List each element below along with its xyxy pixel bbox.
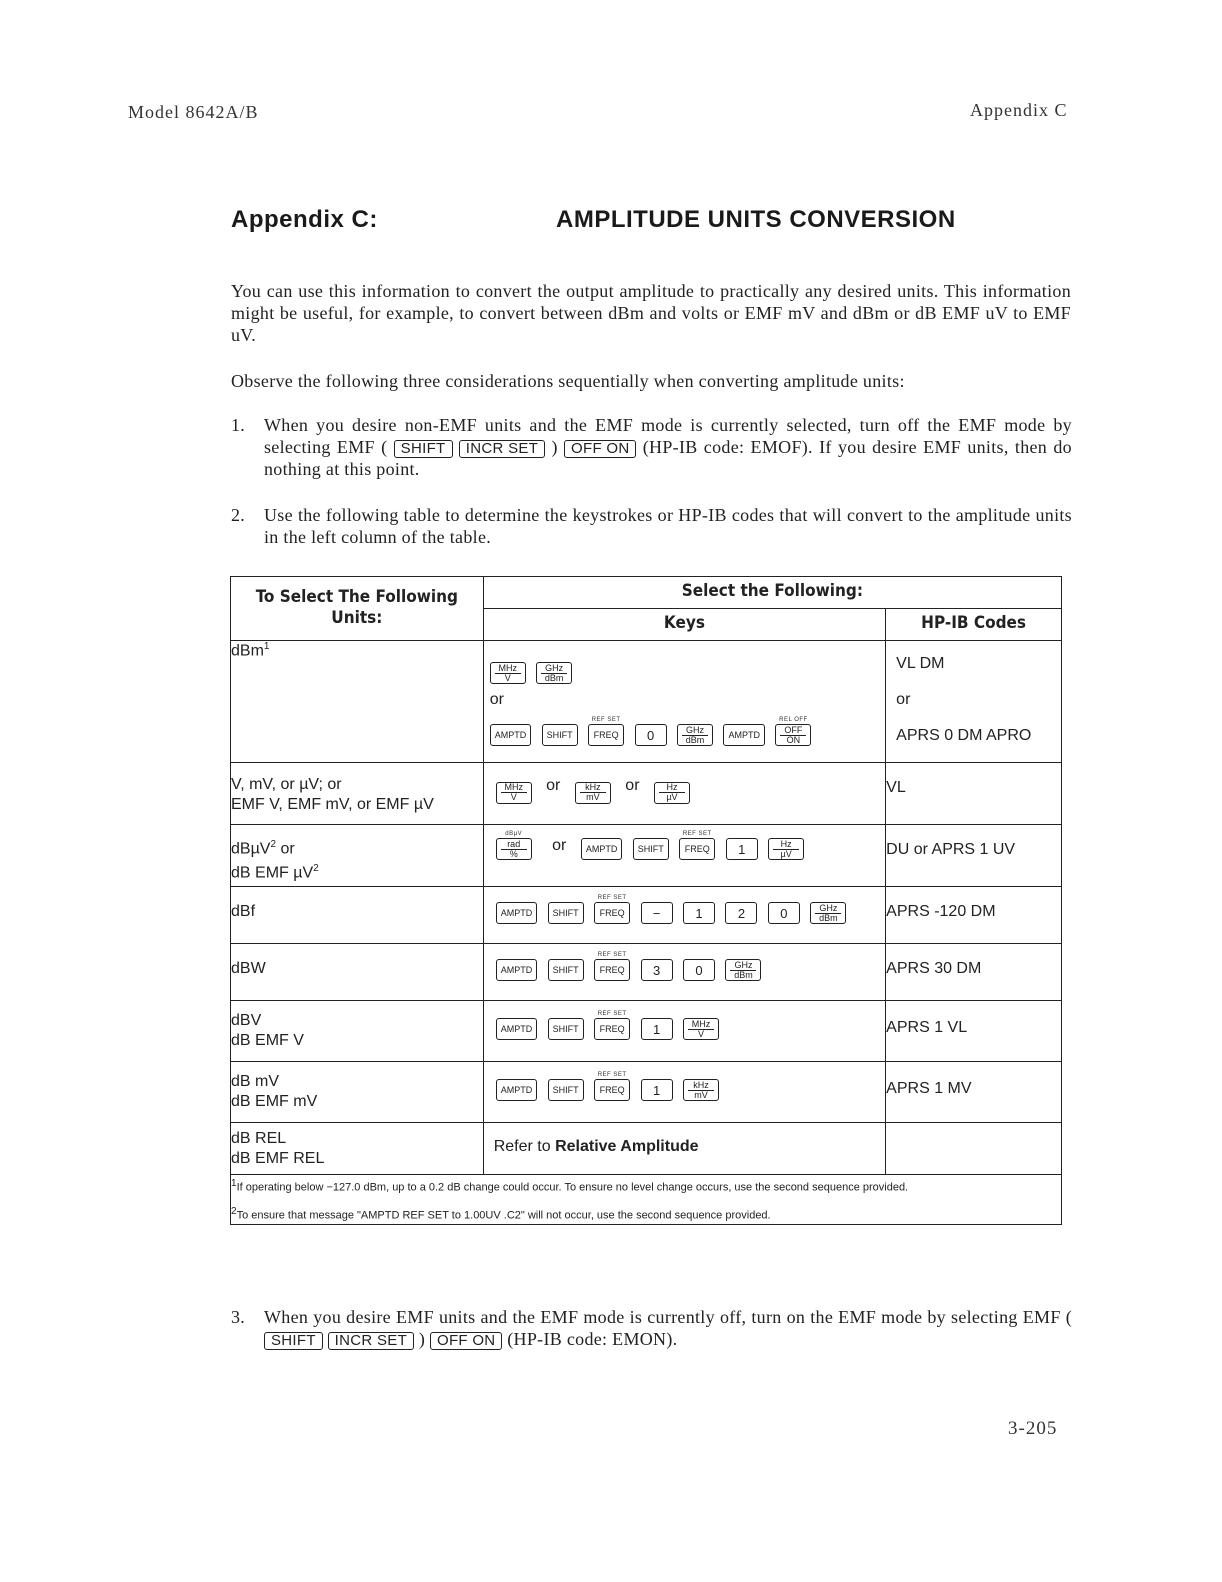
units-label: dB EMF REL — [231, 1150, 325, 1167]
table-row: dB mV dB EMF mV AMPTD SHIFT REF SET FREQ 1 kHz mV APRS 1 MV — [231, 1062, 1062, 1123]
khz-mv-key: kHz mV — [683, 1079, 719, 1101]
step1-text — [264, 414, 1072, 480]
header-select: Select the Following: — [483, 577, 1061, 609]
table-row: dBW AMPTD SHIFT REF SET FREQ 3 0 GHz dBm APRS 30 DM — [231, 944, 1062, 1001]
amptd-key: AMPTD — [581, 838, 623, 860]
page-title: AMPLITUDE UNITS CONVERSION — [556, 206, 956, 233]
units-label: dB EMF V — [231, 1032, 304, 1049]
step3-text-b: ) — [418, 1329, 426, 1349]
digit-1-key: 1 — [726, 838, 758, 860]
digit-2-key: 2 — [725, 902, 757, 924]
step3-text-c: (HP-IB code: EMON). — [507, 1329, 678, 1349]
units-label: dBV — [231, 1012, 262, 1029]
shift-key: SHIFT — [548, 959, 584, 981]
observe-paragraph: Observe the following three considerations sequentially when converting amplitude units: — [231, 371, 905, 391]
freq-key: FREQ — [594, 902, 630, 924]
step2-text: Use the following table to determine the keystrokes or HP-IB codes that will convert to the amplitude units in the left column of the table. — [264, 505, 1072, 547]
incr-set-key: INCR SET — [459, 440, 545, 458]
step1-text-c: (HP-IB code: EMOF). If you desire EMF units, then do nothing at this point. — [264, 437, 1072, 479]
ghz-dbm-key: GHz dBm — [677, 724, 713, 746]
hpib-code: APRS 1 VL — [886, 1001, 1062, 1062]
step3-number: 3. — [231, 1307, 246, 1327]
hpib-code: APRS 1 MV — [886, 1062, 1062, 1123]
ghz-dbm-key: GHz dBm — [725, 959, 761, 981]
units-or: or — [276, 840, 295, 858]
digit-0-key: 0 — [635, 724, 667, 746]
units-label: dB REL — [231, 1130, 287, 1147]
hz-uv-key: Hz µV — [768, 838, 804, 860]
table-footnotes — [231, 1175, 1062, 1225]
relative-amplitude-ref: Relative Amplitude — [555, 1138, 699, 1155]
freq-key: FREQ — [594, 1079, 630, 1101]
freq-key: FREQ — [594, 959, 630, 981]
hpib-code: APRS 0 DM APRO — [896, 727, 1032, 744]
digit-1-key: 1 — [683, 902, 715, 924]
header-model: Model 8642A/B — [128, 102, 259, 122]
step3-text-a: When you desire EMF units and the EMF mode is currently off, turn on the EMF mode by selecting EMF ( — [264, 1307, 1072, 1327]
units-label: dBW — [231, 944, 484, 1001]
amptd-key: AMPTD — [496, 959, 538, 981]
mhz-v-key: MHz V — [496, 782, 532, 804]
footnote-2: To ensure that message "AMPTD REF SET to 1.00UV .C2" will not occur, use the second sequence provided. — [236, 1209, 771, 1222]
table-row: dBf AMPTD SHIFT REF SET FREQ − 1 2 0 GHz dBm APRS -120 DM — [231, 887, 1062, 944]
table-row: dBµV$^2$ or dB EMF µV$^2$ dBµV rad % or AMPTD SHIFT REF SET FREQ 1 Hz µV DU or APRS 1 UV — [231, 825, 1062, 887]
shift-key: SHIFT — [542, 724, 578, 746]
hpib-code: VL — [886, 763, 1062, 825]
digit-3-key: 3 — [641, 959, 673, 981]
conversion-table — [230, 576, 1062, 1225]
ghz-dbm-key: GHz dBm — [536, 662, 572, 684]
footnote-ref: 2 — [270, 839, 277, 850]
incr-set-key: INCR SET — [328, 1332, 414, 1350]
hpib-code: DU or APRS 1 UV — [886, 825, 1062, 887]
units-label: dBf — [231, 887, 484, 944]
step3-text — [264, 1306, 1072, 1350]
header-units: To Select The Following Units: — [231, 577, 484, 641]
minus-key: − — [641, 902, 673, 924]
intro-paragraph: You can use this information to convert the output amplitude to practically any desired units. This information might be useful, for example, to convert between dBm and volts or EMF mV and dBm or dB EMF uV to EMF uV. — [231, 281, 1071, 345]
mhz-v-key: MHz V — [683, 1018, 719, 1040]
freq-key: FREQ — [588, 724, 624, 746]
amptd-key: AMPTD — [723, 724, 765, 746]
appendix-label: Appendix C: — [231, 206, 378, 233]
mhz-v-key: MHz V — [490, 662, 526, 684]
step1-number: 1. — [231, 415, 246, 435]
digit-0-key: 0 — [768, 902, 800, 924]
header-appendix: Appendix C — [970, 100, 1068, 120]
ghz-dbm-key: GHz dBm — [810, 902, 846, 924]
hz-uv-key: Hz µV — [654, 782, 690, 804]
step1-text-b: ) — [551, 437, 558, 457]
table-row — [231, 763, 1062, 825]
hpib-code: APRS 30 DM — [886, 944, 1062, 1001]
amptd-key: AMPTD — [490, 724, 532, 746]
units-label: dBµV — [231, 840, 271, 858]
refer-text: Refer to — [493, 1138, 551, 1155]
digit-0-key: 0 — [683, 959, 715, 981]
footnote-1: If operating below −127.0 dBm, up to a 0.2 dB change could occur. To ensure no level change occurs, use the second sequence provided. — [236, 1181, 909, 1194]
page-number: 3-205 — [1008, 1418, 1058, 1439]
shift-key: SHIFT — [633, 838, 669, 860]
khz-mv-key: kHz mV — [575, 782, 611, 804]
units-label: dBm — [231, 642, 264, 660]
shift-key: SHIFT — [394, 440, 453, 458]
digit-1-key: 1 — [641, 1018, 673, 1040]
or-text: or — [546, 777, 561, 794]
units-label: EMF V, EMF mV, or EMF µV — [231, 796, 434, 813]
or-text: or — [489, 691, 504, 708]
off-on-key: OFF ON — [564, 440, 636, 458]
or-text: or — [896, 691, 911, 708]
footnote-2-marker: 2 — [231, 1205, 237, 1217]
table-row — [231, 1123, 1062, 1175]
table-row: dBm$^1$ MHz V GHz dBm or AMPTD SHIFT REF SET FREQ 0 GHz dBm AMPTD REL OFF OFF ON VL DM or APRS 0 DM APRO — [231, 641, 1062, 763]
header-codes: HP-IB Codes — [886, 609, 1062, 641]
shift-key: SHIFT — [548, 1079, 584, 1101]
digit-1-key: 1 — [641, 1079, 673, 1101]
or-text: or — [625, 777, 640, 794]
units-label: V, mV, or µV; or — [231, 776, 342, 793]
units-label: dB mV — [231, 1073, 280, 1090]
footnote-ref: 1 — [263, 641, 270, 652]
freq-key: FREQ — [594, 1018, 630, 1040]
table-row: dBV dB EMF V AMPTD SHIFT REF SET FREQ 1 MHz V APRS 1 VL — [231, 1001, 1062, 1062]
step2-number: 2. — [231, 505, 246, 525]
shift-key: SHIFT — [264, 1332, 323, 1350]
shift-key: SHIFT — [548, 1018, 584, 1040]
units-label: dB EMF mV — [231, 1093, 318, 1110]
rad-pct-key: rad % — [496, 838, 532, 860]
amptd-key: AMPTD — [496, 1018, 538, 1040]
footnote-1-marker: 1 — [231, 1178, 237, 1189]
hpib-code: APRS -120 DM — [886, 887, 1062, 944]
footnote-ref: 2 — [313, 863, 319, 875]
off-on-key: OFF ON — [430, 1332, 502, 1350]
amptd-key: AMPTD — [496, 902, 538, 924]
amptd-key: AMPTD — [496, 1079, 538, 1101]
header-keys: Keys — [483, 609, 885, 641]
off-on-key: OFF ON — [775, 724, 811, 746]
units-label: dB EMF µV — [231, 864, 314, 882]
step1-text-a: When you desire non-EMF units and the EMF mode is currently selected, turn off the EMF mode by selecting EMF ( — [264, 415, 1072, 457]
freq-key: FREQ — [679, 838, 715, 860]
hpib-code: VL DM — [896, 655, 945, 672]
shift-key: SHIFT — [548, 902, 584, 924]
or-text: or — [552, 836, 567, 854]
